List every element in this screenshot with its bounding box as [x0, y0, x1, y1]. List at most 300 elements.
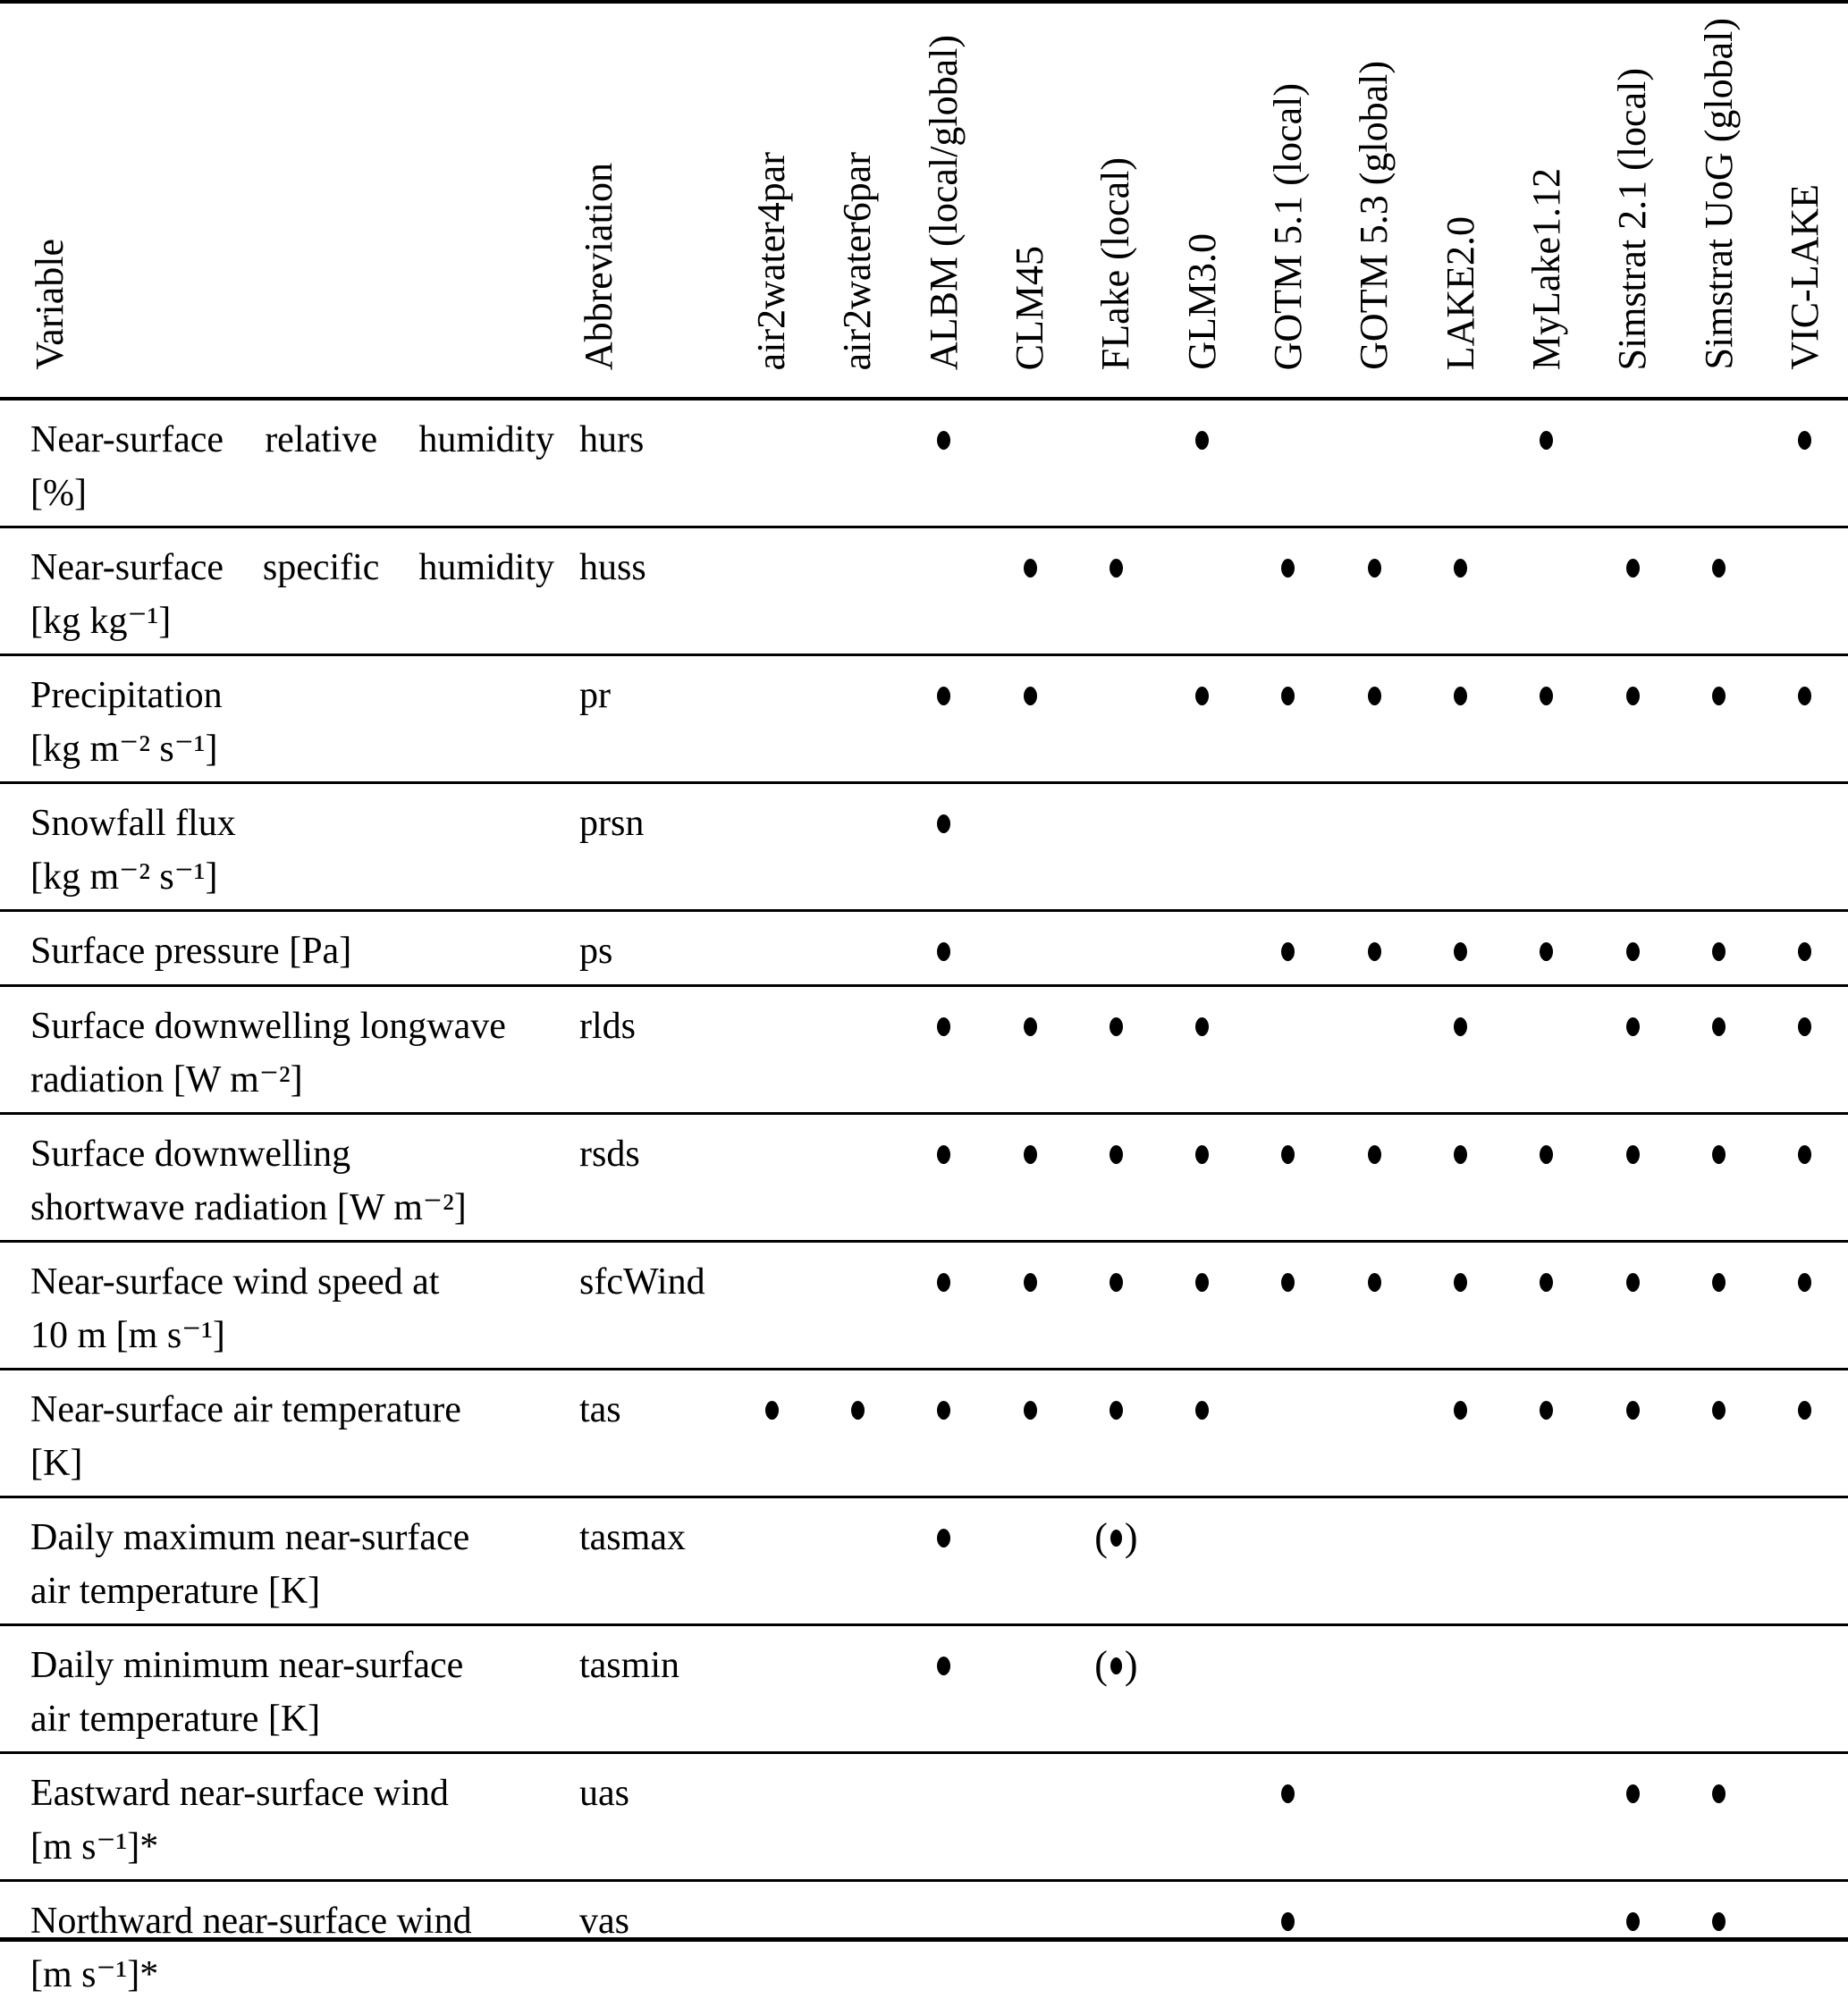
mark-cell: [1417, 401, 1503, 526]
dot-icon: [1281, 1784, 1295, 1803]
mark-slot: [937, 413, 950, 467]
mark-cell: [1590, 401, 1675, 526]
dot-icon: [1798, 942, 1811, 961]
mark-cell: [901, 528, 987, 654]
variable-cell: [0, 912, 554, 984]
mark-cell: [729, 1498, 814, 1623]
dot-icon: [1024, 687, 1037, 705]
mark-cell: [901, 1243, 987, 1368]
variable-line: [kg m⁻² s⁻¹]: [30, 856, 218, 898]
mark-cell: [1160, 528, 1245, 654]
mark-cell: [1331, 1243, 1417, 1368]
mark-cell: [1675, 528, 1761, 654]
mark-cell: [1417, 1498, 1503, 1623]
mark-cell: [987, 528, 1073, 654]
mark-cell: [1073, 1754, 1159, 1879]
mark-slot: [937, 669, 950, 722]
mark-slot: [1195, 1383, 1209, 1437]
mark-cell: [1590, 1754, 1675, 1879]
variable-line: radiation [W m⁻²]: [30, 1059, 303, 1100]
mark-cell: [1073, 1626, 1159, 1751]
mark-cell: [1762, 1243, 1848, 1368]
mark-cell: [1417, 987, 1503, 1112]
mark-slot: [1195, 1255, 1209, 1309]
mark-slot: [1024, 1383, 1037, 1437]
dot-icon: [1712, 1273, 1726, 1292]
mark-cell: [1073, 656, 1159, 781]
mark-cell: [1417, 784, 1503, 909]
mark-cell: [814, 987, 900, 1112]
dot-icon: [1798, 687, 1811, 705]
mark-slot: [1712, 999, 1726, 1053]
mark-slot: [1798, 1255, 1811, 1309]
mark-cell: [1160, 987, 1245, 1112]
mark-cell: [814, 656, 900, 781]
mark-slot: [1454, 541, 1467, 595]
mark-cell: [1762, 1754, 1848, 1879]
abbreviation-cell: vas: [579, 1901, 629, 1942]
variable-line: 10 m [m s⁻¹]: [30, 1315, 225, 1356]
mark-cell: [901, 401, 987, 526]
mark-slot: [1712, 924, 1726, 978]
dot-icon: [1712, 1401, 1726, 1420]
mark-cell: [987, 656, 1073, 781]
variable-line: Surface downwelling longwave: [30, 1006, 506, 1047]
abbreviation-cell: prsn: [579, 803, 645, 844]
dot-icon: [1712, 1784, 1726, 1803]
mark-cell: [1331, 912, 1417, 984]
dot-icon: [937, 1401, 950, 1420]
mark-slot: [1540, 413, 1553, 467]
variable-line: [m s⁻¹]*: [30, 1826, 159, 1868]
dot-icon: [1798, 1273, 1811, 1292]
dot-icon: [1712, 942, 1726, 961]
mark-cell: [729, 656, 814, 781]
abbreviation-column-header: [554, 4, 729, 397]
mark-slot: [1110, 1127, 1123, 1181]
dot-icon: [1195, 1401, 1209, 1420]
mark-cell: [1504, 912, 1590, 984]
variable-header-label: Variable: [28, 239, 72, 370]
mark-slot: [1798, 924, 1811, 978]
mark-slot: [1281, 669, 1295, 722]
mark-cell: [1590, 912, 1675, 984]
mark-cell: [1504, 1754, 1590, 1879]
model-header-label: GLM3.0: [1179, 233, 1224, 370]
mark-cell: [1160, 1626, 1245, 1751]
mark-cell: [1504, 784, 1590, 909]
mark-cell: [1245, 1498, 1331, 1623]
table-row: [0, 984, 1848, 1112]
mark-cell: [901, 912, 987, 984]
mark-cell: [1245, 1243, 1331, 1368]
dot-icon: [1798, 1017, 1811, 1036]
mark-slot: [1626, 669, 1640, 722]
dot-icon: [1281, 559, 1295, 578]
mark-cell: [814, 1370, 900, 1496]
model-column-header: [1417, 4, 1503, 397]
mark-cell: [987, 1754, 1073, 1879]
mark-cell: [1675, 1370, 1761, 1496]
model-header-label: CLM45: [1008, 245, 1052, 370]
model-header-label: Simstrat 2.1 (local): [1610, 67, 1655, 370]
variable-line: [kg kg⁻¹]: [30, 601, 172, 642]
dot-icon: [1195, 687, 1209, 705]
mark-cell: [1675, 401, 1761, 526]
mark-slot: [1281, 1255, 1295, 1309]
mark-cell: [987, 1243, 1073, 1368]
variable-cell: [0, 784, 554, 909]
mark-slot: [1368, 669, 1381, 722]
mark-slot: [765, 1383, 779, 1437]
dot-icon: [1281, 1145, 1295, 1164]
dot-icon: [1024, 559, 1037, 578]
mark-slot: [1368, 1127, 1381, 1181]
model-column-header: [1762, 4, 1848, 397]
mark-cell: [1504, 1115, 1590, 1240]
mark-slot: [937, 1255, 950, 1309]
mark-slot: [1626, 1255, 1640, 1309]
abbreviation-cell: rsds: [579, 1134, 640, 1175]
mark-cell: [1417, 1626, 1503, 1751]
header-row: [0, 4, 1848, 401]
mark-cell: [987, 1115, 1073, 1240]
mark-cell: [987, 912, 1073, 984]
mark-slot: [1540, 924, 1553, 978]
mark-cell: [1417, 1243, 1503, 1368]
mark-cell: [1331, 784, 1417, 909]
mark-cell: [1160, 1115, 1245, 1240]
dot-icon: [1626, 942, 1640, 961]
variable-cell: [0, 1498, 554, 1623]
variable-cell: [0, 1626, 554, 1751]
abbreviation-cell: uas: [579, 1773, 629, 1814]
dot-icon: [1454, 1273, 1467, 1292]
mark-cell: [729, 1626, 814, 1751]
dot-icon: [1798, 431, 1811, 450]
dot-icon: [937, 1145, 950, 1164]
mark-slot: [1195, 669, 1209, 722]
close-paren: ): [1124, 1643, 1138, 1687]
mark-cell: [1160, 1243, 1245, 1368]
dot-icon: [1712, 559, 1726, 578]
mark-cell: [1160, 401, 1245, 526]
mark-cell: [1160, 784, 1245, 909]
dot-icon: [1712, 687, 1726, 705]
mark-slot: [1281, 541, 1295, 595]
dot-icon: [1712, 1145, 1726, 1164]
model-header-label: GOTM 5.3 (global): [1352, 61, 1397, 370]
dot-icon: [1712, 1912, 1726, 1931]
mark-cell: [729, 1115, 814, 1240]
mark-cell: [1417, 1115, 1503, 1240]
mark-cell: [1331, 987, 1417, 1112]
mark-cell: [1245, 784, 1331, 909]
mark-cell: [1417, 528, 1503, 654]
mark-slot: [1712, 1255, 1726, 1309]
mark-slot: [1798, 669, 1811, 722]
mark-slot: [1094, 1511, 1137, 1564]
model-header-label: ALBM (local/global): [921, 34, 966, 370]
dot-icon: [937, 1657, 950, 1675]
dot-icon: [937, 814, 950, 833]
mark-cell: [901, 1754, 987, 1879]
table-row: [0, 1112, 1848, 1240]
mark-cell: [814, 912, 900, 984]
dot-icon: [1110, 1657, 1122, 1674]
mark-cell: [1331, 1498, 1417, 1623]
abbreviation-cell: hurs: [579, 419, 645, 460]
mark-cell: [814, 784, 900, 909]
variable-line: shortwave radiation [W m⁻²]: [30, 1187, 467, 1228]
mark-cell: [729, 1754, 814, 1879]
mark-slot: [1626, 1127, 1640, 1181]
dot-icon: [1195, 1273, 1209, 1292]
mark-cell: [814, 401, 900, 526]
dot-icon: [1454, 1401, 1467, 1420]
mark-cell: [814, 1498, 900, 1623]
mark-cell: [1331, 1370, 1417, 1496]
variable-line: Near-surface wind speed at: [30, 1261, 440, 1303]
dot-icon: [765, 1401, 779, 1420]
mark-cell: [987, 1370, 1073, 1496]
dot-icon: [937, 1273, 950, 1292]
dot-icon: [1454, 942, 1467, 961]
abbreviation-cell: tasmin: [579, 1645, 679, 1686]
mark-cell: [729, 1243, 814, 1368]
dot-icon: [1798, 1401, 1811, 1420]
dot-icon: [937, 1017, 950, 1036]
dot-icon: [1626, 1273, 1640, 1292]
mark-slot: [1368, 541, 1381, 595]
variable-line: Northward near-surface wind: [30, 1901, 472, 1942]
mark-cell: [729, 784, 814, 909]
dot-icon: [1540, 431, 1553, 450]
mark-cell: [1331, 1626, 1417, 1751]
dot-icon: [1110, 1273, 1123, 1292]
dot-icon: [1540, 1401, 1553, 1420]
dot-icon: [1626, 1784, 1640, 1803]
mark-cell: [1590, 1882, 1675, 2007]
model-column-header: [1073, 4, 1159, 397]
mark-cell: [901, 784, 987, 909]
table-row: [0, 909, 1848, 984]
dot-icon: [937, 687, 950, 705]
mark-slot: [1281, 1767, 1295, 1820]
mark-cell: [1675, 1498, 1761, 1623]
mark-slot: [1454, 999, 1467, 1053]
mark-slot: [1110, 1255, 1123, 1309]
mark-cell: [1590, 1370, 1675, 1496]
mark-slot: [937, 1511, 950, 1564]
mark-cell: [1590, 656, 1675, 781]
mark-slot: [1626, 1894, 1640, 1948]
table-row: [0, 654, 1848, 781]
model-column-header: [729, 4, 814, 397]
table-row: [0, 401, 1848, 526]
dot-icon: [1110, 1145, 1123, 1164]
variable-line: [K]: [30, 1443, 83, 1484]
model-header-label: FLake (local): [1093, 156, 1138, 370]
mark-cell: [1675, 1243, 1761, 1368]
dot-icon: [1195, 1145, 1209, 1164]
model-column-header: [1331, 4, 1417, 397]
variable-line: Surface pressure [Pa]: [30, 931, 352, 972]
mark-slot: [1281, 1894, 1295, 1948]
mark-cell: [1762, 912, 1848, 984]
mark-slot: [1024, 1127, 1037, 1181]
dot-icon: [1540, 1145, 1553, 1164]
dot-icon: [1626, 1401, 1640, 1420]
mark-slot: [1195, 1127, 1209, 1181]
variable-cell: [0, 1754, 554, 1879]
mark-cell: [1160, 1498, 1245, 1623]
model-column-header: [987, 4, 1073, 397]
model-header-label: LAKE2.0: [1438, 215, 1482, 370]
variable-line: [kg m⁻² s⁻¹]: [30, 729, 218, 770]
dot-icon: [1195, 1017, 1209, 1036]
mark-cell: [1675, 656, 1761, 781]
mark-slot: [937, 924, 950, 978]
mark-slot: [1195, 999, 1209, 1053]
model-header-label: GOTM 5.1 (local): [1265, 82, 1310, 370]
dot-icon: [1024, 1401, 1037, 1420]
mark-cell: [1675, 987, 1761, 1112]
mark-cell: [729, 401, 814, 526]
mark-cell: [1160, 656, 1245, 781]
mark-cell: [729, 528, 814, 654]
variable-line: air temperature [K]: [30, 1571, 321, 1612]
mark-cell: [901, 987, 987, 1112]
table-row: [0, 1623, 1848, 1751]
mark-cell: [901, 1882, 987, 2007]
variable-cell: [0, 1243, 554, 1368]
model-column-header: [901, 4, 987, 397]
table-row: [0, 1879, 1848, 2007]
mark-slot: [1540, 1383, 1553, 1437]
dot-icon: [1368, 559, 1381, 578]
mark-cell: [1675, 1626, 1761, 1751]
model-column-header: [1675, 4, 1761, 397]
variable-line: [m s⁻¹]*: [30, 1954, 159, 1995]
model-column-header: [814, 4, 900, 397]
abbreviation-cell: tasmax: [579, 1517, 686, 1558]
variable-cell: [0, 656, 554, 781]
mark-slot: [1024, 1255, 1037, 1309]
mark-cell: [1160, 912, 1245, 984]
variable-cell: [0, 528, 554, 654]
mark-cell: [1160, 1754, 1245, 1879]
abbreviation-cell: huss: [579, 547, 646, 588]
variable-line: Surface downwelling: [30, 1134, 351, 1175]
mark-cell: [729, 987, 814, 1112]
dot-icon: [1626, 1912, 1640, 1931]
mark-slot: [1712, 1894, 1726, 1948]
variable-cell: [0, 1882, 554, 2007]
mark-slot: [1798, 413, 1811, 467]
mark-slot: [937, 1383, 950, 1437]
dot-icon: [1368, 942, 1381, 961]
mark-slot: [937, 1639, 950, 1692]
dot-icon: [1368, 687, 1381, 705]
mark-cell: [1675, 784, 1761, 909]
dot-icon: [1454, 559, 1467, 578]
mark-cell: [1073, 1882, 1159, 2007]
mark-cell: [729, 1882, 814, 2007]
dot-icon: [1540, 687, 1553, 705]
mark-cell: [1245, 1370, 1331, 1496]
mark-slot: [1454, 924, 1467, 978]
dot-icon: [1626, 1145, 1640, 1164]
mark-cell: [1245, 1115, 1331, 1240]
dot-icon: [1110, 559, 1123, 578]
dot-icon: [1024, 1145, 1037, 1164]
variable-column-header: [0, 4, 554, 397]
mark-slot: [1454, 1383, 1467, 1437]
mark-cell: [1504, 528, 1590, 654]
mark-cell: [1417, 1882, 1503, 2007]
mark-cell: [987, 1498, 1073, 1623]
mark-cell: [1675, 1882, 1761, 2007]
table-row: [0, 1496, 1848, 1623]
abbreviation-cell: ps: [579, 931, 613, 972]
mark-cell: [901, 1370, 987, 1496]
dot-icon: [1626, 559, 1640, 578]
model-header-label: air2water4par: [749, 151, 794, 370]
model-header-label: VIC-LAKE: [1782, 184, 1827, 370]
variable-cell: [0, 987, 554, 1112]
mark-cell: [1504, 1370, 1590, 1496]
mark-slot: [1454, 669, 1467, 722]
mark-slot: [937, 797, 950, 850]
dot-icon: [1626, 687, 1640, 705]
mark-cell: [1762, 528, 1848, 654]
mark-slot: [1798, 999, 1811, 1053]
mark-cell: [1504, 1626, 1590, 1751]
dot-icon: [1798, 1145, 1811, 1164]
mark-cell: [901, 656, 987, 781]
mark-slot: [1024, 999, 1037, 1053]
dot-icon: [1368, 1273, 1381, 1292]
mark-slot: [1626, 1383, 1640, 1437]
mark-cell: [1073, 1370, 1159, 1496]
mark-cell: [1762, 1115, 1848, 1240]
mark-slot: [1712, 541, 1726, 595]
mark-slot: [1281, 1127, 1295, 1181]
mark-cell: [1590, 1498, 1675, 1623]
dot-icon: [1110, 1017, 1123, 1036]
mark-cell: [987, 987, 1073, 1112]
mark-cell: [1762, 1882, 1848, 2007]
mark-cell: [1417, 656, 1503, 781]
mark-slot: [1094, 1639, 1137, 1692]
mark-cell: [729, 1370, 814, 1496]
variable-cell: [0, 401, 554, 526]
mark-cell: [1245, 528, 1331, 654]
model-column-header: [1160, 4, 1245, 397]
mark-slot: [1626, 999, 1640, 1053]
variable-line: Daily minimum near-surface: [30, 1645, 464, 1686]
dot-icon: [1626, 1017, 1640, 1036]
mark-cell: [1160, 1882, 1245, 2007]
table-row: [0, 1368, 1848, 1496]
mark-cell: [1073, 1498, 1159, 1623]
variable-line: Precipitation: [30, 675, 223, 716]
mark-cell: [1245, 912, 1331, 984]
mark-cell: [987, 784, 1073, 909]
table-row: [0, 1751, 1848, 1879]
mark-cell: [814, 1882, 900, 2007]
